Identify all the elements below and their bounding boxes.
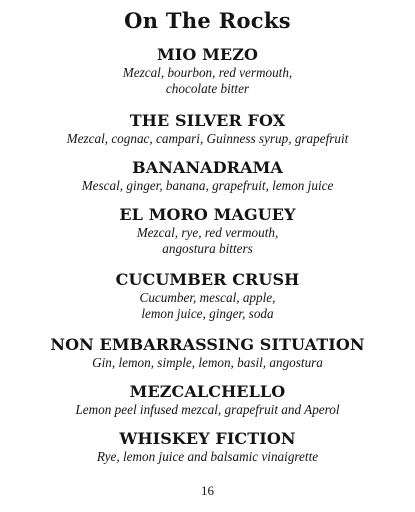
drink-description-line: chocolate bitter: [165, 81, 250, 96]
drink-item: [0, 381, 415, 418]
drink-description-line: Mezcal, cognac, campari, Guinness syrup, grapefruit: [66, 131, 349, 146]
page-number: 16: [201, 483, 214, 498]
drink-item: [0, 334, 415, 371]
drink-description-line: Mezcal, bourbon, red vermouth,: [122, 65, 293, 80]
drink-name: THE SILVER FOX: [129, 111, 286, 130]
drink-description-line: Lemon peel infused mezcal, grapefruit and Aperol: [75, 402, 340, 417]
drink-name: BANANADRAMA: [132, 158, 283, 177]
drink-description-line: Mezcal, rye, red vermouth,: [136, 225, 279, 240]
drink-name: MIO MEZO: [156, 45, 259, 64]
drink-item: [0, 204, 415, 257]
drink-item: [0, 428, 415, 465]
drink-item: [0, 110, 415, 147]
drink-item: [0, 44, 415, 97]
drink-name: EL MORO MAGUEY: [119, 205, 296, 224]
drink-description-line: Cucumber, mescal, apple,: [139, 290, 276, 305]
drink-description-line: lemon juice, ginger, soda: [141, 306, 274, 321]
drink-description-line: Mescal, ginger, banana, grapefruit, lemon juice: [81, 178, 334, 193]
drink-description-line: Gin, lemon, simple, lemon, basil, angostura: [92, 355, 323, 370]
drink-name: MEZCALCHELLO: [129, 382, 286, 401]
menu-section-title: On The Rocks: [124, 8, 291, 33]
drink-description-line: Rye, lemon juice and balsamic vinaigrette: [96, 449, 319, 464]
drink-name: NON EMBARRASSING SITUATION: [50, 335, 365, 354]
drink-item: [0, 269, 415, 322]
drink-description-line: angostura bitters: [162, 241, 253, 256]
drink-name: WHISKEY FICTION: [119, 429, 296, 448]
drink-item: [0, 157, 415, 194]
drink-name: CUCUMBER CRUSH: [115, 270, 300, 289]
